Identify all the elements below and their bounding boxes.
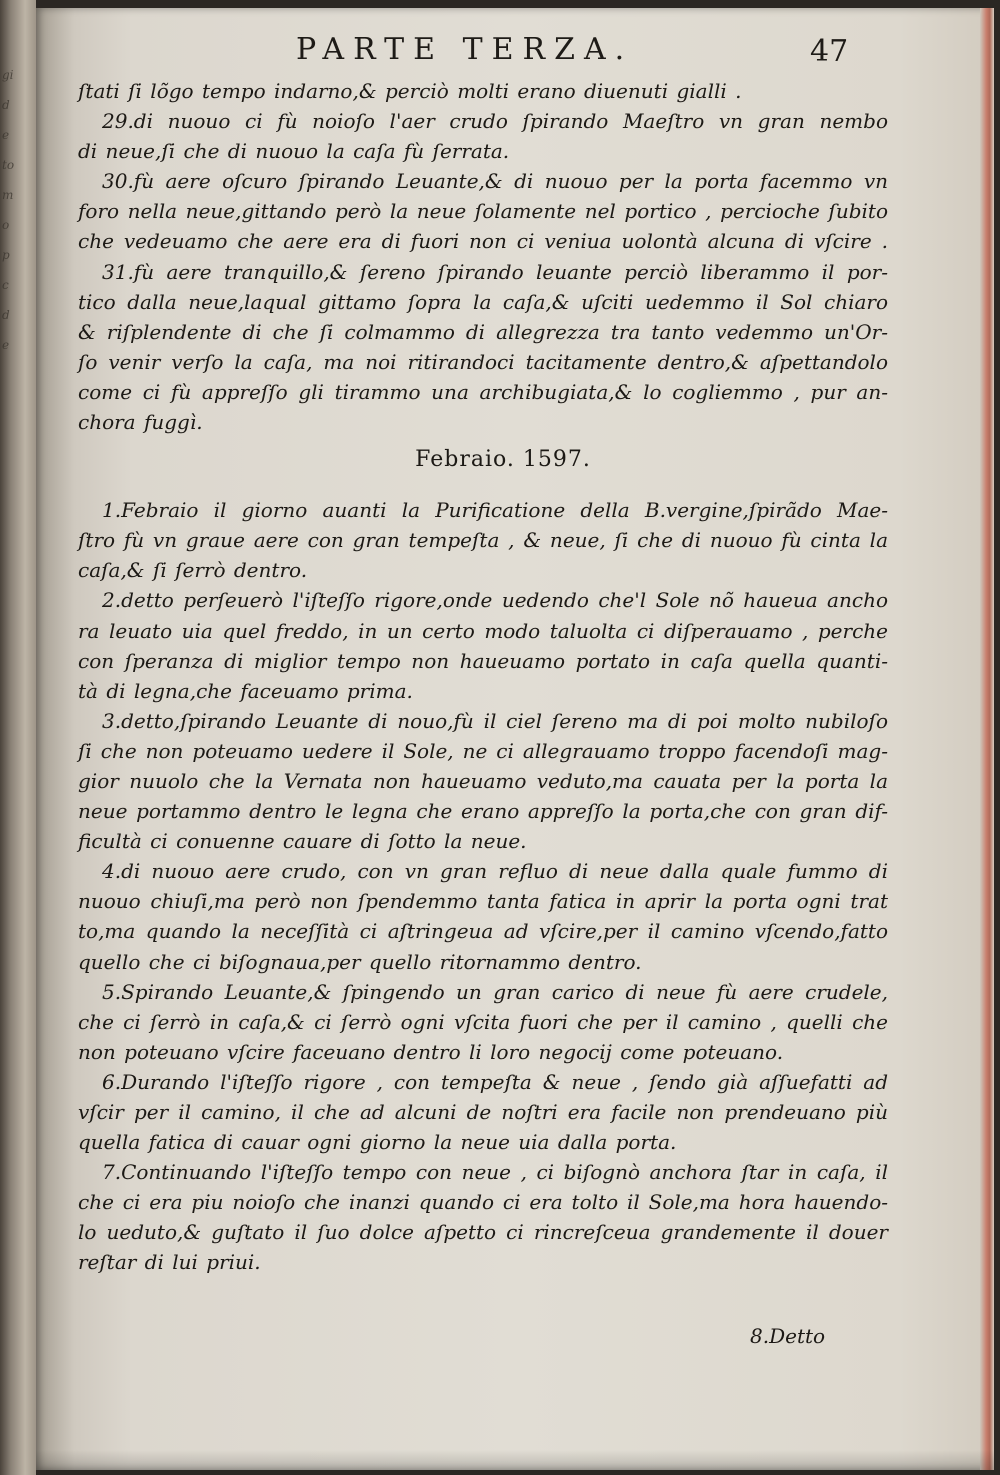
text-line: come ci fù appreſſo gli tirammo una archibugiata,& lo cogliemmo , pur an- <box>78 379 888 404</box>
facing-page-fragment: c <box>2 278 9 292</box>
text-line: reſtar di lui priui. <box>78 1250 261 1275</box>
facing-page-fragment: m <box>2 188 14 202</box>
text-line: ſtati ſi lõgo tempo indarno,& perciò molti erano diuenuti gialli . <box>78 79 742 103</box>
facing-page-fragment: o <box>2 218 10 232</box>
text-line: 1.Febraio il giorno auanti la Purificatione della B.vergine,ſpirãdo Mae- <box>102 498 888 523</box>
text-line: 3.detto,ſpirando Leuante di nouo,fù il ciel ſereno ma di poi molto nubiloſo <box>102 708 888 733</box>
text-line: ſo venir verſo la caſa, ma noi ritirandoci tacitamente dentro,& aſpettandolo <box>78 349 888 374</box>
text-line: con ſperanza di miglior tempo non haueuamo portato in caſa quella quanti- <box>78 648 888 673</box>
text-line: & riſplendente di che ſi colmammo di allegrezza tra tanto vedemmo un'Or- <box>78 319 888 344</box>
text-line: ficultà ci conuenne cauare di ſotto la neue. <box>78 829 527 854</box>
text-line: 30.fù aere oſcuro ſpirando Leuante,& di nuouo per la porta facemmo vn <box>102 169 888 194</box>
body-text <box>78 76 888 1278</box>
entries-february <box>78 495 888 1277</box>
text-line: ra leuato uia quel freddo, in un certo modo taluolta ci diſperauamo , perche <box>78 618 888 643</box>
text-line: neue portammo dentro le legna che erano appreſſo la porta,che con gran dif- <box>78 799 888 824</box>
text-line: 29.di nuouo ci fù noioſo l'aer crudo ſpirando Maeſtro vn gran nembo <box>102 109 888 134</box>
facing-page-fragment: to <box>2 158 15 172</box>
text-line: che vedeuamo che aere era di fuori non ci veniua uolontà alcuna di vſcire . <box>78 229 888 254</box>
running-title: PARTE TERZA. <box>296 32 634 67</box>
text-line: caſa,& ſi ſerrò dentro. <box>78 558 308 583</box>
month-heading: Febraio. 1597. <box>415 447 591 473</box>
text-line: che ci ſerrò in caſa,& ci ſerrò ogni vſcita fuori che per il camino , quelli che <box>78 1009 888 1034</box>
text-line: quella fatica di cauar ogni giorno la neue uia dalla porta. <box>78 1130 677 1155</box>
text-line: to,ma quando la neceſſità ci aſtringeua ad vſcire,per il camino vſcendo,fatto <box>78 919 888 944</box>
text-line: 5.Spirando Leuante,& ſpingendo un gran carico di neue fù aere crudele, <box>102 979 888 1004</box>
text-line: 2.detto perſeuerò l'iſteſſo rigore,onde uedendo che'l Sole nõ haueua ancho <box>102 588 888 613</box>
facing-page-fragments <box>2 60 28 360</box>
page-red-edge <box>980 8 994 1470</box>
page-header <box>276 32 856 72</box>
text-line: 31.fù aere tranquillo,& ſereno ſpirando leuante perciò liberammo il por- <box>102 259 888 284</box>
page-number: 47 <box>810 34 849 69</box>
entries-january <box>78 76 888 437</box>
facing-page-fragment: gi <box>2 68 14 82</box>
text-line: 6.Durando l'iſteſſo rigore , con tempeſta & neue , ſendo già aſſuefatti ad <box>102 1069 888 1094</box>
facing-page-fragment: e <box>2 128 10 142</box>
text-line: di neue,ſi che di nuouo la caſa fù ſerrata. <box>78 139 510 164</box>
text-line: che ci era piu noioſo che inanzi quando ci era tolto il Sole,ma hora hauendo- <box>78 1190 888 1215</box>
facing-page-fragment: d <box>2 308 10 322</box>
text-line: lo ueduto,& guſtato il ſuo dolce aſpetto ci rincreſceua grandemente il douer <box>78 1220 888 1245</box>
facing-page-fragment: e <box>2 338 10 352</box>
text-line: tà di legna,che faceuamo prima. <box>78 678 413 703</box>
text-line: 4.di nuouo aere crudo, con vn gran refluo di neue dalla quale fummo di <box>102 859 888 884</box>
text-line: tico dalla neue,laqual gittamo ſopra la caſa,& uſciti uedemmo il Sol chiaro <box>78 289 888 314</box>
text-line: 7.Continuando l'iſteſſo tempo con neue , ci biſognò anchora ſtar in caſa, il <box>102 1160 888 1185</box>
text-line: foro nella neue,gittando però la neue ſolamente nel portico , percioche ſubito <box>78 199 888 224</box>
facing-page-fragment: d <box>2 98 10 112</box>
book-page <box>36 8 994 1470</box>
facing-page-fragment: p <box>2 248 10 262</box>
page-shadow <box>36 1450 994 1470</box>
text-line: ſtro fù vn graue aere con gran tempeſta , & neue, ſi che di nuouo fù cinta la <box>78 528 888 553</box>
text-line: chora fuggì. <box>78 410 203 435</box>
text-line: ſi che non poteuamo uedere il Sole, ne ci allegrauamo troppo facendoſi mag- <box>78 738 888 763</box>
facing-page-edge <box>0 0 36 1475</box>
text-line: non poteuano vſcire faceuano dentro li loro negocij come poteuano. <box>78 1039 784 1064</box>
text-line: nuouo chiuſi,ma però non ſpendemmo tanta fatica in aprir la porta ogni trat <box>78 889 888 914</box>
catchword: 8.Detto <box>750 1324 826 1348</box>
text-line: gior nuuolo che la Vernata non haueuamo veduto,ma cauata per la porta la <box>78 768 888 793</box>
text-line: quello che ci biſognaua,per quello ritornammo dentro. <box>78 949 642 974</box>
text-line: vſcir per il camino, il che ad alcuni de noſtri era facile non prendeuano più <box>78 1100 888 1124</box>
